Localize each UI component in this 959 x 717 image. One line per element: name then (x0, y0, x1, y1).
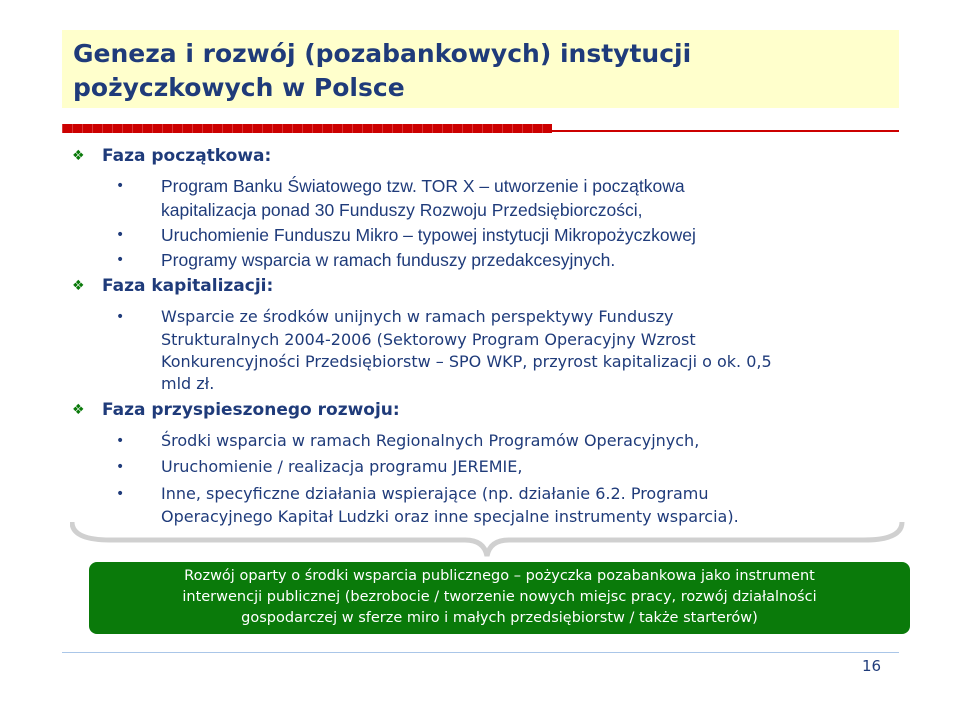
bullet-text: Programy wsparcia w ramach funduszy przedakcesyjnych. (161, 250, 616, 270)
bullet-text: Strukturalnych 2004-2006 (Sektorowy Program Operacyjny Wzrost (161, 330, 696, 349)
bullet-text: Uruchomienie Funduszu Mikro – typowej instytucji Mikropożyczkowej (161, 225, 696, 245)
section-heading-capitalization (72, 276, 273, 296)
decorative-red-line (552, 130, 899, 132)
bullet-text: Inne, specyficzne działania wspierające (np. działanie 6.2. Programu (161, 484, 709, 503)
bullet-text: Konkurencyjności Przedsiębiorstw – SPO WKP, przyrost kapitalizacji o ok. 0,5 (161, 352, 772, 371)
bullet-dot: • (116, 459, 125, 475)
bullet-dot: • (116, 433, 125, 449)
diamond-icon: ❖ (72, 148, 85, 164)
bullet-dot: • (116, 309, 125, 325)
section-heading-text: Faza kapitalizacji: (102, 276, 274, 296)
summary-line: gospodarczej w sferze miro i małych przedsiębiorstw / także starterów) (241, 610, 758, 626)
section-heading-initial (72, 146, 271, 166)
bullet-text: kapitalizacja ponad 30 Funduszy Rozwoju Przedsiębiorczości, (161, 200, 643, 220)
bullet-dot: • (116, 486, 125, 502)
decorative-red-bar (62, 124, 552, 133)
diamond-icon: ❖ (72, 402, 85, 418)
bullet-dot: • (116, 227, 125, 243)
bullet-text: Środki wsparcia w ramach Regionalnych Programów Operacyjnych, (161, 431, 700, 450)
bullet-text: Uruchomienie / realizacja programu JEREMIE, (161, 457, 523, 476)
page-number: 16 (862, 657, 882, 675)
footer-divider (62, 652, 899, 653)
brace-connector (70, 520, 910, 560)
section-heading-text: Faza przyspieszonego rozwoju: (102, 400, 400, 420)
diamond-icon: ❖ (72, 278, 85, 294)
bullet-text: Operacyjnego Kapitał Ludzki oraz inne specjalne instrumenty wsparcia). (161, 507, 739, 526)
summary-line: Rozwój oparty o środki wsparcia publicznego – pożyczka pozabankowa jako instrument (184, 568, 815, 584)
bullet-dot: • (116, 178, 125, 194)
bullet-dot: • (116, 252, 125, 268)
section-heading-acceleration (72, 400, 400, 420)
bullet-text: Program Banku Światowego tzw. TOR X – utworzenie i początkowa (161, 176, 685, 196)
summary-line: interwencji publicznej (bezrobocie / tworzenie nowych miejsc pracy, rozwój działalności (182, 589, 817, 605)
bullet-text: Wsparcie ze środków unijnych w ramach perspektywy Funduszy (161, 307, 674, 326)
summary-text (89, 566, 910, 629)
section-heading-text: Faza początkowa: (102, 146, 272, 166)
slide-title: Geneza i rozwój (pozabankowych) instytucji pożyczkowych w Polsce (73, 39, 692, 102)
bullet-text: mld zł. (161, 374, 215, 393)
